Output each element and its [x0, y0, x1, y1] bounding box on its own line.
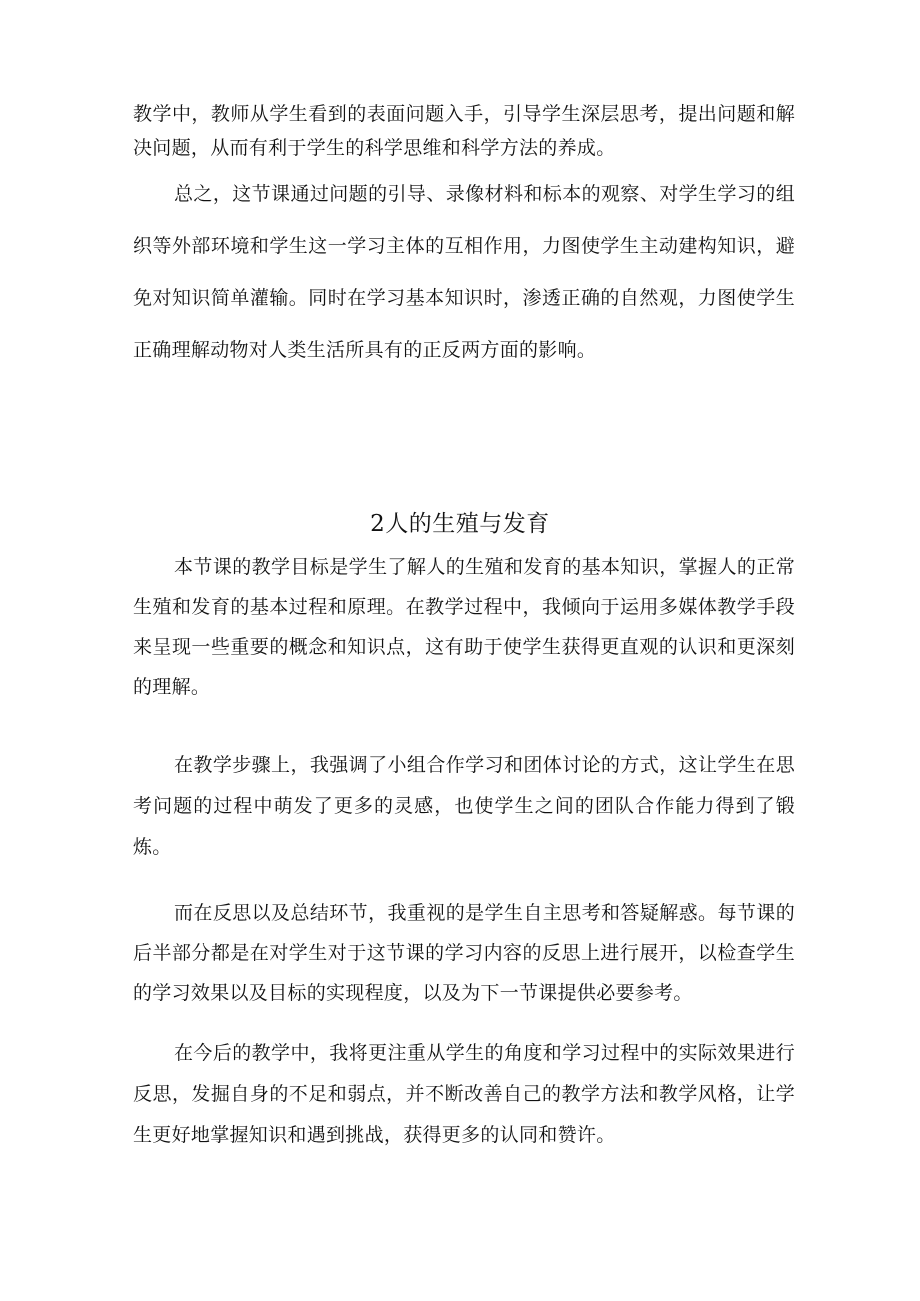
section-title: 2人的生殖与发育	[370, 511, 550, 537]
paragraph-summary: 总之，这节课通过问题的引导、录像材料和标本的观察、对学生学习的组织等外部环境和学生这一学习主体的互相作用，力图使学生主动建构知识，避免对知识简单灌输。同时在学习基本知识时，渗透正确的自然观，力图使学生正确理解动物对人类生活所具有的正反两方面的影响。	[133, 183, 795, 361]
paragraph-future-plans: 在今后的教学中，我将更注重从学生的角度和学习过程中的实际效果进行反思，发掘自身的不足和弱点，并不断改善自己的教学方法和教学风格，让学生更好地掌握知识和遇到挑战，获得更多的认同和赞许。	[133, 1042, 795, 1146]
paragraph-reflection: 而在反思以及总结环节，我重视的是学生自主思考和答疑解惑。每节课的后半部分都是在对学生对于这节课的学习内容的反思上进行展开，以检查学生的学习效果以及目标的实现程度，以及为下一节课提供必要参考。	[133, 902, 795, 1004]
paragraph-continuation: 教学中，教师从学生看到的表面问题入手，引导学生深层思考，提出问题和解决问题，从而有利于学生的科学思维和科学方法的养成。	[133, 103, 795, 159]
paragraph-teaching-steps: 在教学步骤上，我强调了小组合作学习和团体讨论的方式，这让学生在思考问题的过程中萌发了更多的灵感，也使学生之间的团队合作能力得到了锻炼。	[133, 754, 795, 858]
paragraph-teaching-goals: 本节课的教学目标是学生了解人的生殖和发育的基本知识，掌握人的正常生殖和发育的基本过程和原理。在教学过程中，我倾向于运用多媒体教学手段来呈现一些重要的概念和知识点，这有助于使学生获得更直观的认识和更深刻的理解。	[133, 556, 795, 698]
